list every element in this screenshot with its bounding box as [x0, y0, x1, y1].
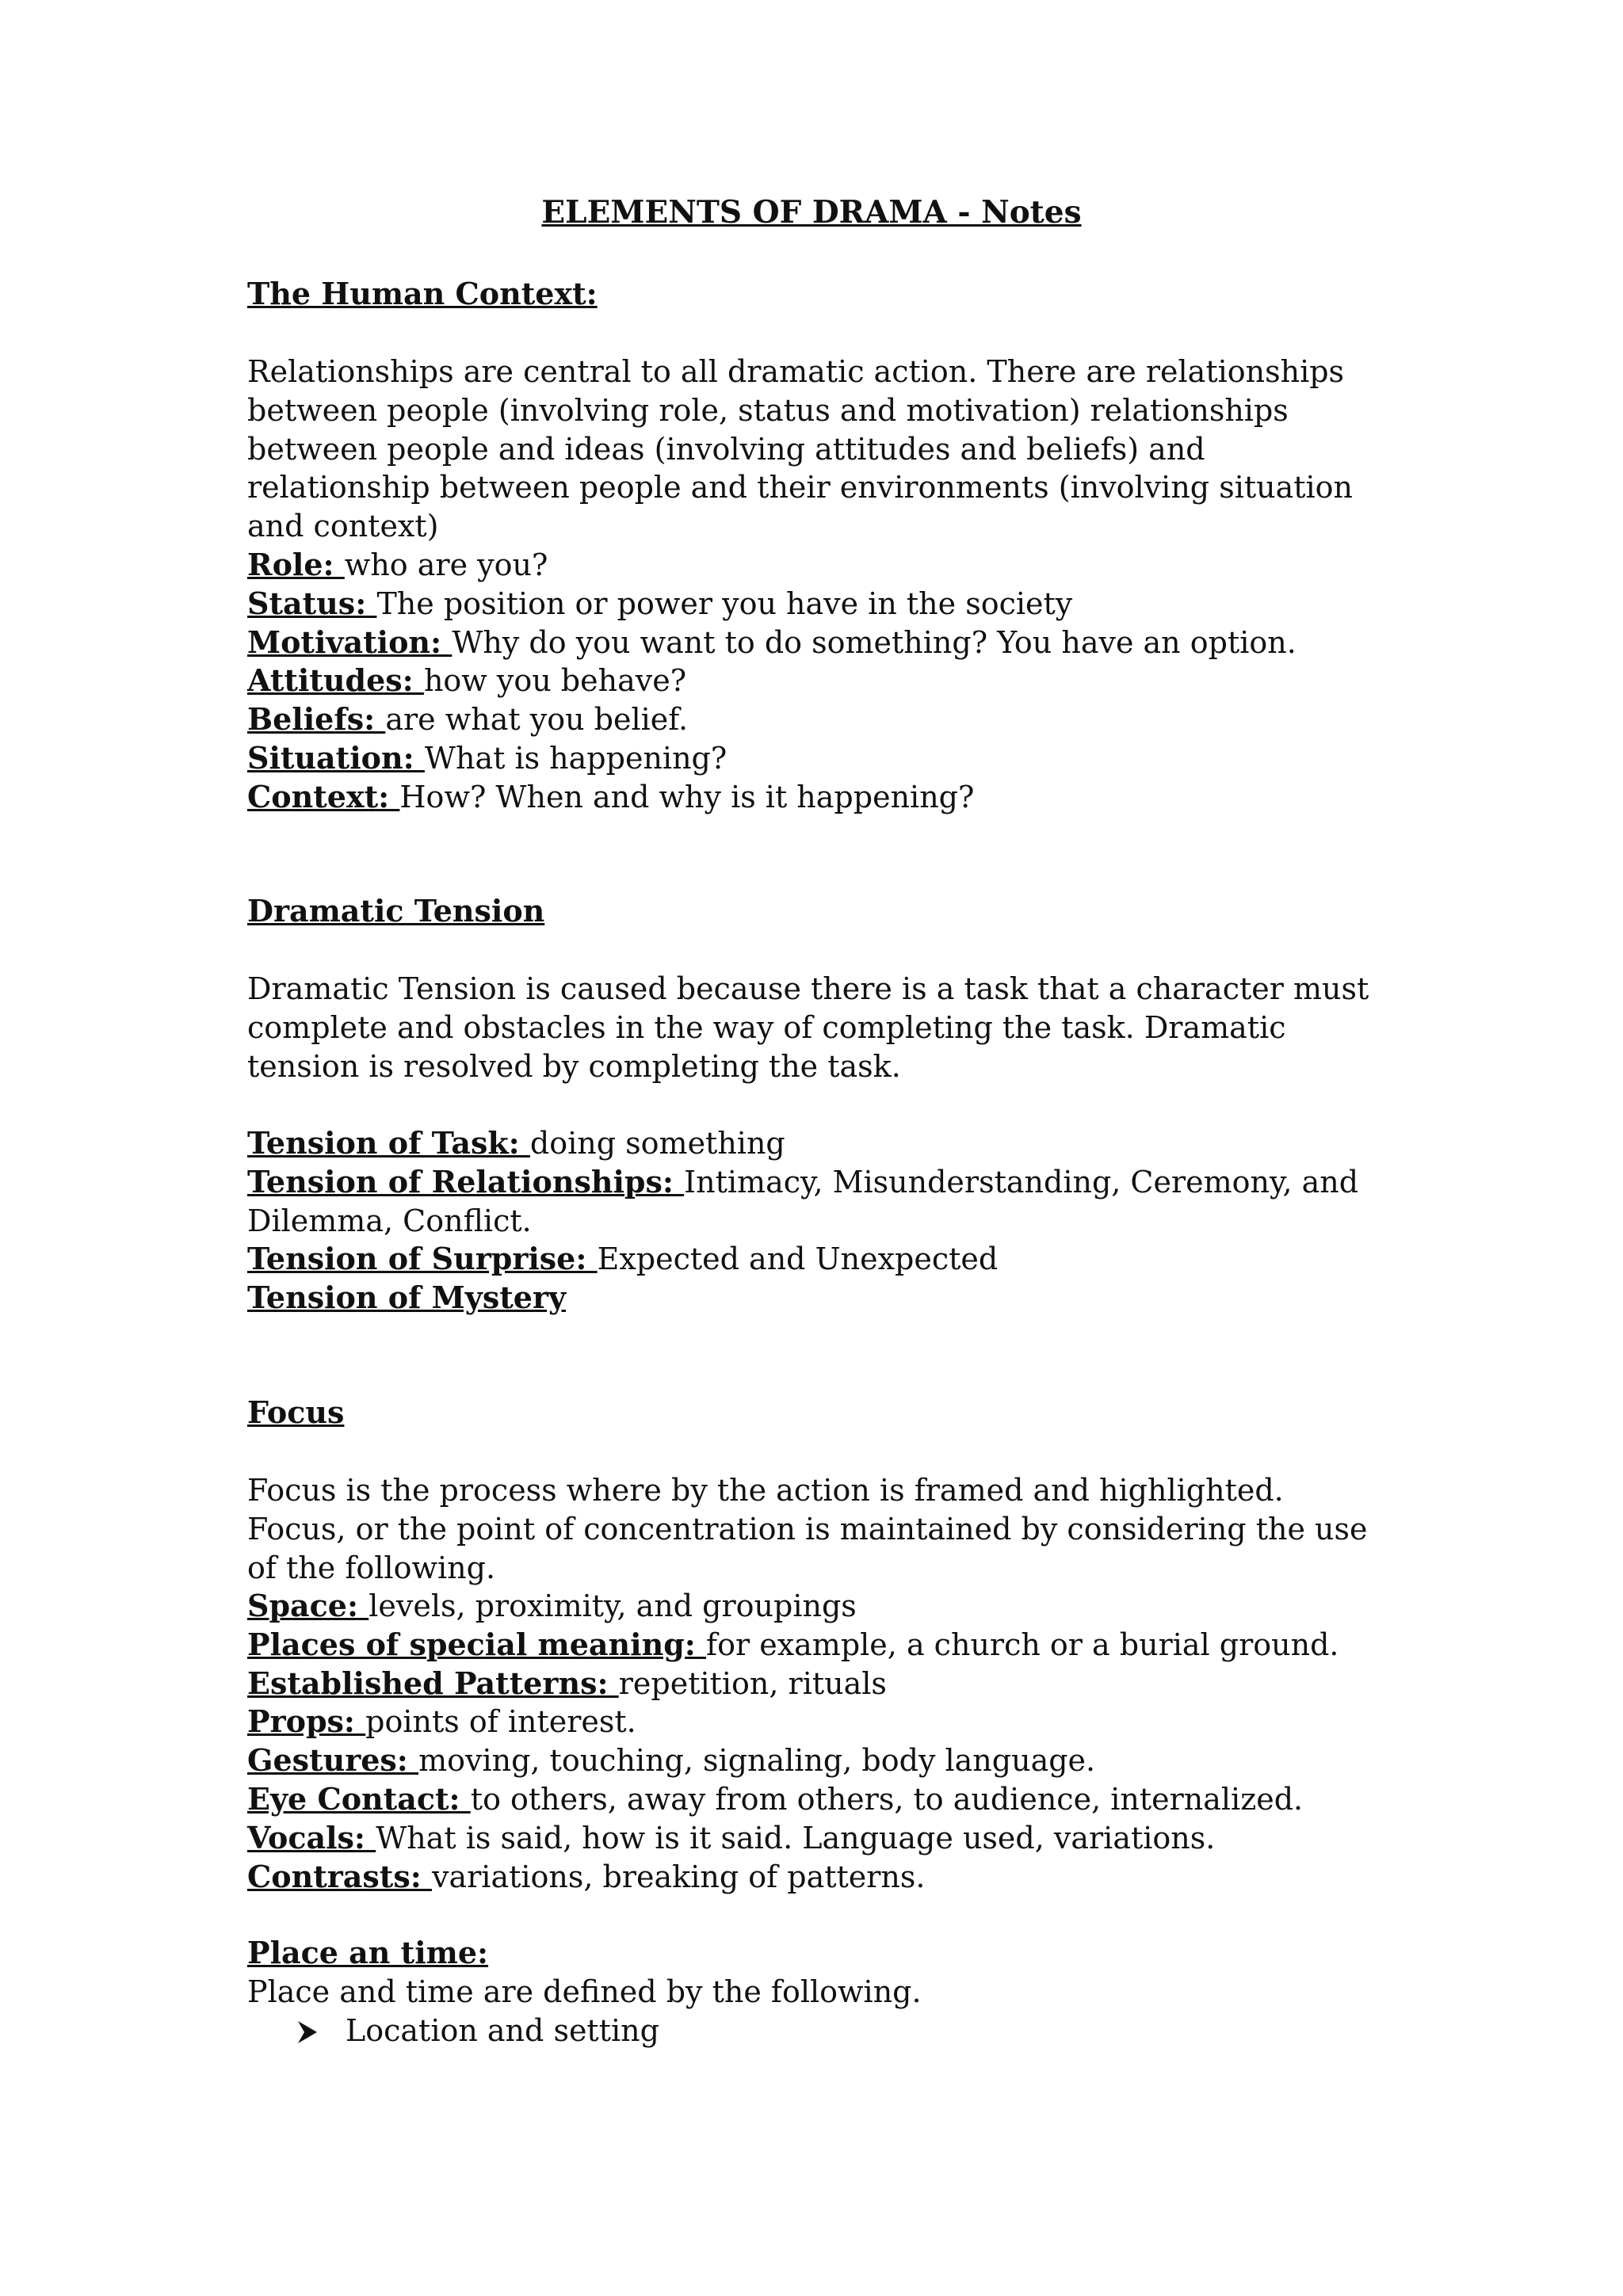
definition-row	[247, 624, 1388, 662]
definition-row	[247, 1163, 1388, 1241]
definition-term: Situation:	[247, 739, 425, 776]
section-heading: Dramatic Tension	[247, 893, 545, 929]
definition-term: Context:	[247, 778, 400, 814]
definition-term: Props:	[247, 1703, 366, 1740]
section-paragraph: Relationships are central to all dramatic action. There are relationships between people (involving role, status and motivation) relationships between people and ideas (involving attitudes and beliefs) and relationship between people and their environments (involving situation and context)	[247, 354, 1354, 544]
definition-row	[247, 1665, 1388, 1703]
definition-text: The position or power you have in the society	[376, 585, 1073, 621]
bullet-item	[247, 2012, 1388, 2050]
section-focus	[247, 1394, 1388, 1432]
definition-term: Tension of Surprise:	[247, 1241, 598, 1277]
definition-row	[247, 1587, 1388, 1626]
definition-row	[247, 1240, 1388, 1279]
section-human-context	[247, 275, 1388, 314]
definition-text: points of interest.	[365, 1704, 636, 1740]
definition-row	[247, 1819, 1388, 1858]
arrowhead-bullet-icon	[296, 2012, 320, 2048]
section-dramatic-tension	[247, 892, 1388, 931]
definition-row	[247, 1703, 1388, 1741]
section-heading: Focus	[247, 1394, 345, 1430]
definition-row	[247, 546, 1388, 585]
section-intro: Place and time are defined by the following.	[247, 1974, 922, 2009]
definition-term: Tension of Task:	[247, 1125, 530, 1161]
document-title: ELEMENTS OF DRAMA - Notes	[541, 194, 1082, 231]
definition-text: Expected and Unexpected	[597, 1241, 999, 1277]
definition-row	[247, 1780, 1388, 1819]
definition-term: Places of special meaning:	[247, 1626, 707, 1662]
definition-text: moving, touching, signaling, body language.	[418, 1743, 1096, 1779]
definition-row	[247, 1279, 1388, 1318]
definition-text: to others, away from others, to audience, internalized.	[470, 1781, 1304, 1817]
section-heading: Place an time:	[247, 1935, 489, 1970]
dramatic-tension-definitions	[247, 1124, 1388, 1318]
definition-text: What is happening?	[424, 740, 727, 776]
definition-term: Eye Contact:	[247, 1780, 471, 1817]
definition-term: Tension of Relationships:	[247, 1163, 685, 1199]
definition-text: how you behave?	[423, 663, 687, 699]
definition-text: who are you?	[344, 547, 548, 582]
definition-text: doing something	[529, 1126, 785, 1161]
focus-paragraph-block	[247, 1471, 1388, 1587]
definition-term: Motivation:	[247, 624, 453, 660]
definition-text: levels, proximity, and groupings	[369, 1589, 857, 1623]
definition-term: Gestures:	[247, 1742, 419, 1779]
definition-term: Role:	[247, 547, 345, 582]
definition-term: Beliefs:	[247, 701, 386, 738]
definition-term: Vocals:	[247, 1819, 376, 1855]
definition-text: What is said, how is it said. Language used, variations.	[376, 1820, 1216, 1855]
definition-text: repetition, rituals	[618, 1665, 887, 1701]
human-context-definitions	[247, 546, 1388, 817]
definition-term: Space:	[247, 1588, 369, 1623]
section-paragraph: Dramatic Tension is caused because there is a task that a character must complete and obstacles in the way of completing the task. Dramatic tension is resolved by completing the task.	[247, 971, 1369, 1084]
definition-text: for example, a church or a burial ground.	[706, 1627, 1339, 1662]
definition-row	[247, 700, 1388, 739]
definition-row	[247, 1741, 1388, 1780]
definition-row	[247, 1124, 1388, 1163]
section-paragraph: Focus is the process where by the action is framed and highlighted. Focus, or the point of concentration is maintained by considering the use of the following.	[247, 1473, 1368, 1585]
definition-text: are what you belief.	[385, 702, 689, 738]
dramatic-tension-paragraph-block	[247, 970, 1388, 1085]
definition-text: Why do you want to do something? You have an option.	[452, 624, 1296, 660]
focus-definitions	[247, 1587, 1388, 1896]
definition-text: variations, breaking of patterns.	[432, 1859, 926, 1894]
definition-row	[247, 1626, 1388, 1665]
human-context-paragraph-block	[247, 353, 1388, 546]
definition-row	[247, 662, 1388, 700]
definition-row	[247, 778, 1388, 817]
definition-text: Intimacy, Misunderstanding, Ceremony, and Dilemma, Conflict.	[247, 1164, 1359, 1238]
definition-text: How? When and why is it happening?	[399, 779, 975, 814]
section-heading: The Human Context:	[247, 276, 598, 311]
definition-term: Status:	[247, 585, 377, 621]
definition-term: Attitudes:	[247, 662, 424, 699]
definition-row	[247, 1858, 1388, 1897]
bullet-text: Location and setting	[346, 2012, 659, 2048]
section-place-time	[247, 1934, 1388, 2050]
definition-term: Tension of Mystery	[247, 1280, 567, 1316]
definition-row	[247, 585, 1388, 624]
definition-term: Established Patterns:	[247, 1665, 619, 1701]
definition-row	[247, 739, 1388, 778]
definition-term: Contrasts:	[247, 1858, 433, 1894]
bullet-list	[247, 2012, 1388, 2050]
